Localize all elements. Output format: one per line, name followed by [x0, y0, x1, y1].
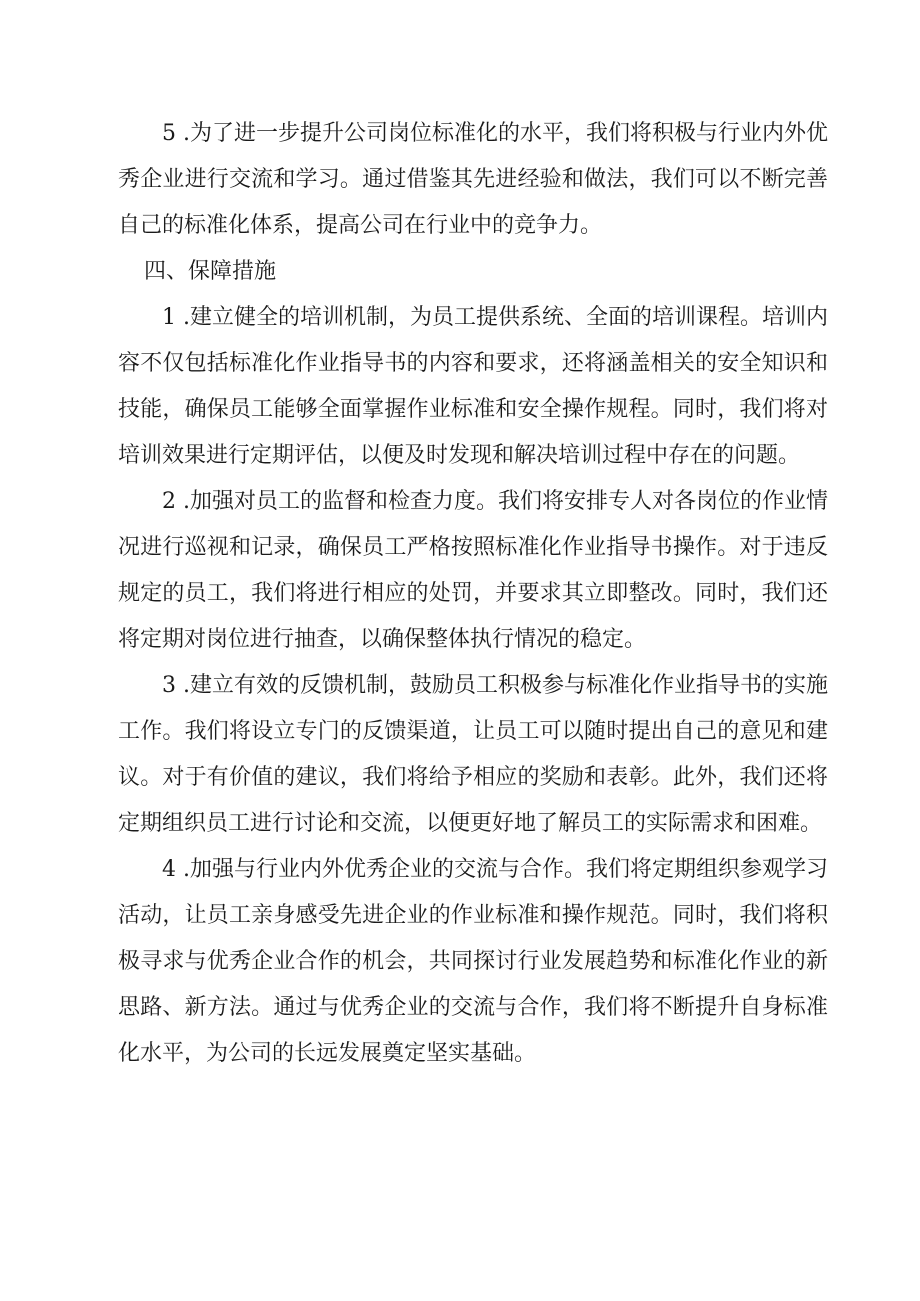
paragraph-item-4-cooperation: 4 .加强与行业内外优秀企业的交流与合作。我们将定期组织参观学习活动，让员工亲身感受先进企业的作业标准和操作规范。同时，我们将积极寻求与优秀企业合作的机会，共同探讨行业发展趋势和标准化作业的新思路、新方法。通过与优秀企业的交流与合作，我们将不断提升自身标准化水平，为公司的长远发展奠定坚实基础。 — [118, 857, 828, 1066]
paragraph-item-2-supervision: 2 .加强对员工的监督和检查力度。我们将安排专人对各岗位的作业情况进行巡视和记录，确保员工严格按照标准化作业指导书操作。对于违反规定的员工，我们将进行相应的处罚，并要求其立即整改。同时，我们还将定期对岗位进行抽查，以确保整体执行情况的稳定。 — [118, 489, 828, 652]
paragraph-item-1-training: 1 .建立健全的培训机制，为员工提供系统、全面的培训课程。培训内容不仅包括标准化作业指导书的内容和要求，还将涵盖相关的安全知识和技能，确保员工能够全面掌握作业标准和安全操作规程。同时，我们将对培训效果进行定期评估，以便及时发现和解决培训过程中存在的问题。 — [118, 305, 828, 468]
paragraph-item-3-feedback: 3 .建立有效的反馈机制，鼓励员工积极参与标准化作业指导书的实施工作。我们将设立专门的反馈渠道，让员工可以随时提出自己的意见和建议。对于有价值的建议，我们将给予相应的奖励和表彰。此外，我们还将定期组织员工进行讨论和交流，以便更好地了解员工的实际需求和困难。 — [118, 673, 828, 836]
paragraph-item-5-exchange: 5 .为了进一步提升公司岗位标准化的水平，我们将积极与行业内外优秀企业进行交流和学习。通过借鉴其先进经验和做法，我们可以不断完善自己的标准化体系，提高公司在行业中的竞争力。 — [118, 121, 828, 238]
section-heading-safeguards: 四、保障措施 — [144, 259, 277, 284]
document-body — [118, 111, 828, 1077]
